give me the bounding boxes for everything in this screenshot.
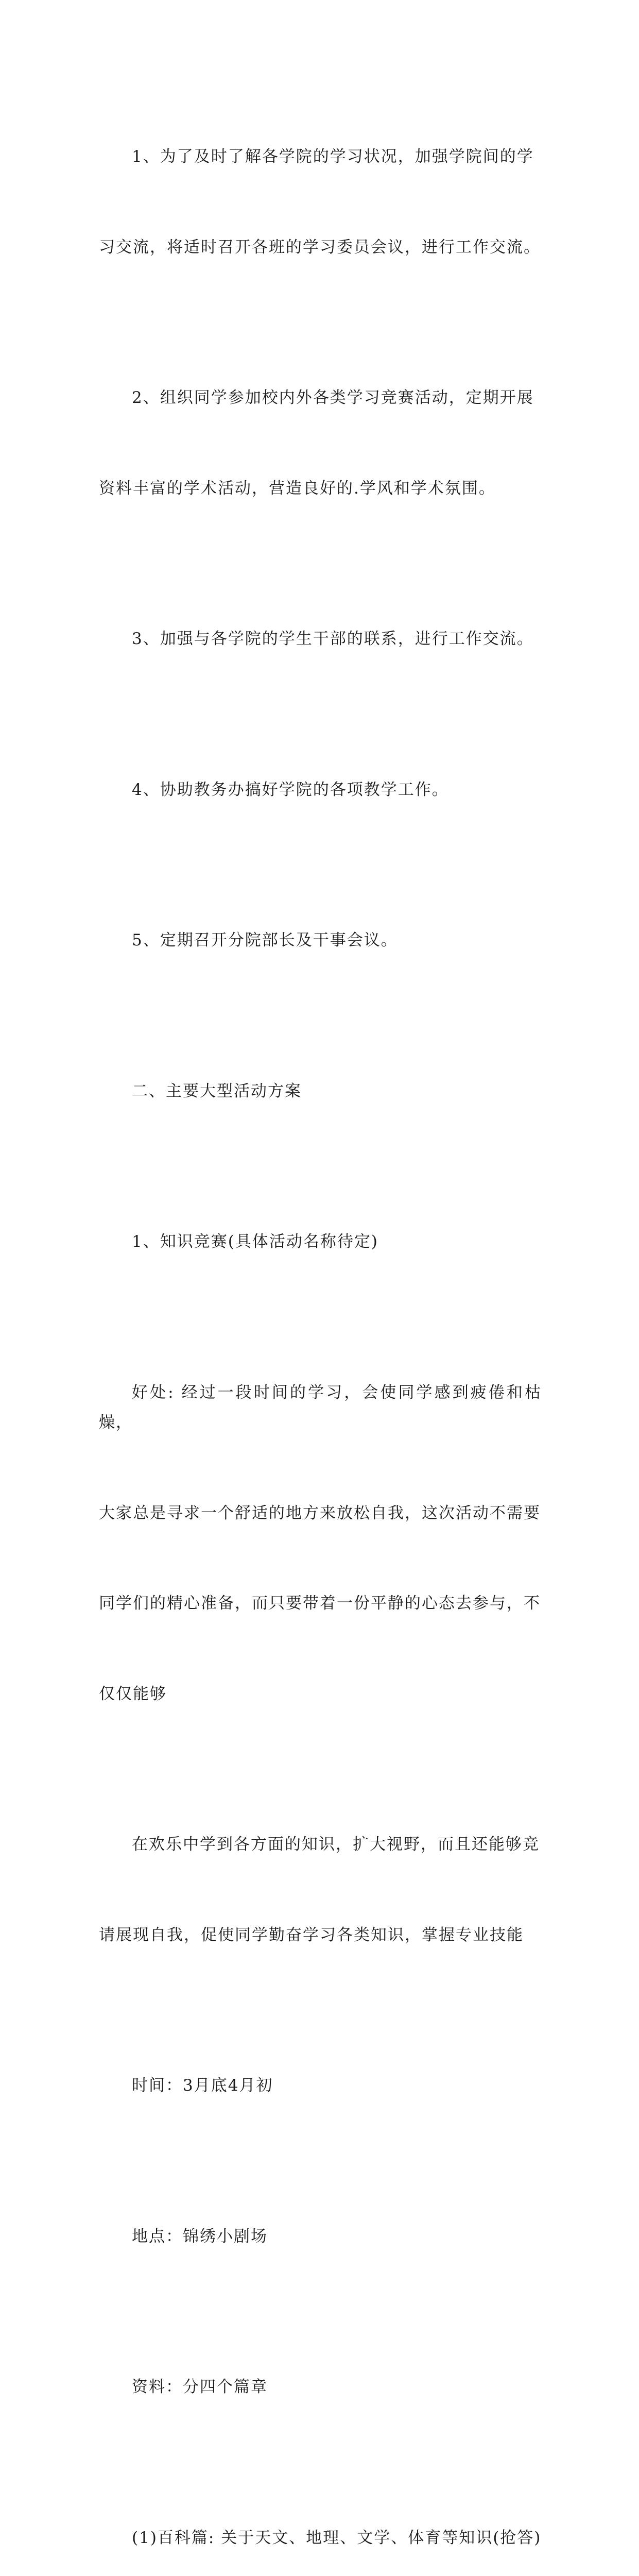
paragraph-content [99, 2312, 542, 2463]
text-line: 2、组织同学参加校内外各类学习竞赛活动，定期开展 [99, 383, 542, 413]
list-item-encyclopedia [99, 2463, 542, 2576]
text-line: 好处: 经过一段时间的学习，会使同学感到疲倦和枯燥， [99, 1378, 542, 1438]
paragraph-location [99, 2161, 542, 2312]
section-heading-activities [99, 1016, 542, 1167]
document-body [99, 81, 542, 2576]
subsection-heading-quiz [99, 1166, 542, 1317]
document-page [0, 0, 639, 904]
text-line: 时间：3月底4月初 [99, 2071, 542, 2101]
paragraph-benefits-continued [99, 1769, 542, 2010]
text-line: 请展现自我，促使同学勤奋学习各类知识，掌握专业技能 [99, 1920, 542, 1951]
text-line: 5、定期召开分院部长及干事会议。 [99, 925, 542, 956]
text-line: 1、知识竞赛(具体活动名称待定) [99, 1227, 542, 1257]
text-line: 地点：锦绣小剧场 [99, 2222, 542, 2252]
text-line: (1)百科篇: 关于天文、地理、文学、体育等知识(抢答) [99, 2523, 542, 2553]
text-line: 大家总是寻求一个舒适的地方来放松自我，这次活动不需要 [99, 1498, 542, 1529]
paragraph-teaching-assist [99, 715, 542, 866]
paragraph-study-exchange [99, 81, 542, 323]
text-line: 资料丰富的学术活动，营造良好的.学风和学术氛围。 [99, 473, 542, 504]
paragraph-time [99, 2010, 542, 2161]
text-line: 资料：分四个篇章 [99, 2372, 542, 2402]
paragraph-competitions [99, 323, 542, 564]
text-line: 二、主要大型活动方案 [99, 1076, 542, 1107]
text-line: 同学们的精心准备，而只要带着一份平静的心态去参与，不 [99, 1588, 542, 1619]
paragraph-benefits [99, 1317, 542, 1770]
paragraph-meetings [99, 865, 542, 1016]
text-line: 1、为了及时了解各学院的学习状况，加强学院间的学 [99, 142, 542, 172]
paragraph-cadre-contact [99, 564, 542, 715]
text-line: 仅仅能够 [99, 1679, 542, 1709]
text-line: 4、协助教务办搞好学院的各项教学工作。 [99, 775, 542, 805]
text-line: 在欢乐中学到各方面的知识，扩大视野，而且还能够竞 [99, 1829, 542, 1860]
text-line: 习交流，将适时召开各班的学习委员会议，进行工作交流。 [99, 232, 542, 263]
text-line: 3、加强与各学院的学生干部的联系，进行工作交流。 [99, 624, 542, 654]
